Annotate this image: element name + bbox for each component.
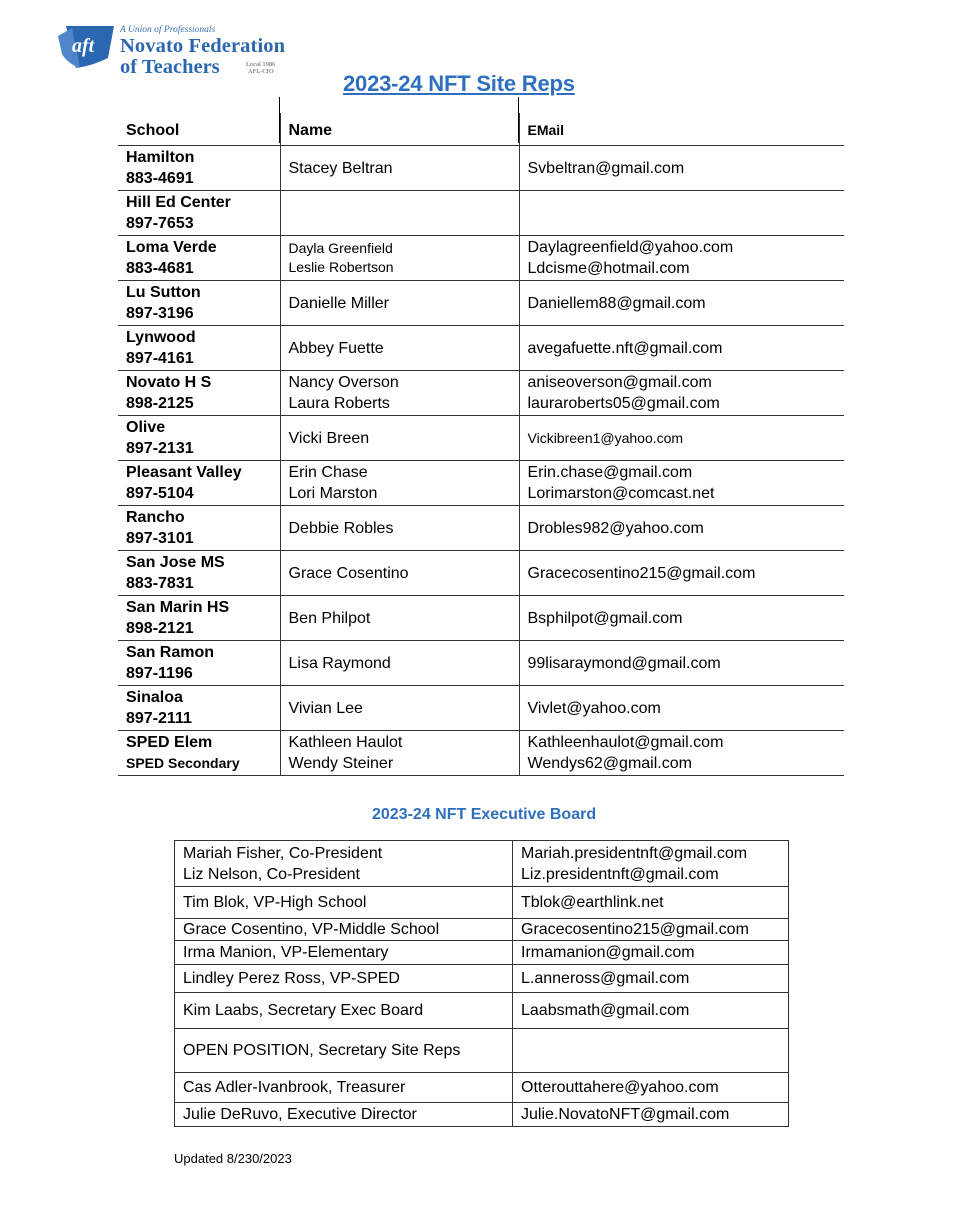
rep-email-cell [519,191,844,236]
rep-email-cell [519,596,844,641]
board-row [175,941,789,965]
board-email-cell [513,887,789,919]
table-row [118,281,844,326]
school-name: Olive [126,419,166,436]
logo-mark-text: aft [72,35,95,57]
logo-local-affiliation: AFL-CIO [247,68,274,75]
board-member: Irma Manion, VP-Elementary [183,944,389,961]
rep-name-cell [280,416,519,461]
site-reps-table [118,113,844,776]
rep-name: Dayla Greenfield [288,240,393,256]
table-row [118,236,844,281]
school-cell [118,236,280,281]
rep-name-cell [280,731,519,776]
rep-email: 99lisaraymond@gmail.com [527,654,721,672]
school-name: Novato H S [126,374,212,391]
rep-email: Erin.chase@gmail.com [527,464,693,481]
board-email-cell [513,965,789,993]
rep-name: Danielle Miller [288,294,389,312]
board-row [175,1073,789,1103]
rep-email-cell [519,326,844,371]
board-member: Mariah Fisher, Co-President [183,844,383,862]
rep-email: Drobles982@yahoo.com [527,519,704,537]
rep-email: avegafuette.nft@gmail.com [527,339,723,357]
column-header-name: Name [280,113,519,146]
board-email: Julie.NovatoNFT@gmail.com [521,1106,730,1123]
school-phone: 898-2125 [126,395,194,412]
board-email-cell [513,993,789,1029]
board-email: Tblok@earthlink.net [521,894,664,911]
school-cell [118,731,280,776]
table-row [118,731,844,776]
school-phone: 897-4161 [126,350,194,367]
table-row [118,326,844,371]
school-name: Lu Sutton [126,284,201,301]
school-phone: 897-2131 [126,440,194,457]
table-row [118,461,844,506]
rep-email: Lorimarston@comcast.net [527,485,715,502]
updated-date: Updated 8/230/2023 [174,1151,292,1166]
rep-name: Erin Chase [288,464,368,481]
board-email-cell [513,841,789,887]
school-cell [118,416,280,461]
rep-email: lauraroberts05@gmail.com [527,395,720,412]
board-email: L.anneross@gmail.com [521,970,690,987]
board-email-cell [513,941,789,965]
board-row [175,887,789,919]
board-row [175,841,789,887]
board-email-cell [513,1103,789,1127]
school-name: San Marin HS [126,599,230,616]
board-row [175,965,789,993]
column-header-email: EMail [519,113,844,146]
table-row [118,596,844,641]
board-member: Julie DeRuvo, Executive Director [183,1106,417,1123]
board-member-cell [175,941,513,965]
rep-name: Laura Roberts [288,395,390,412]
board-member: OPEN POSITION, Secretary Site Reps [183,1042,461,1059]
school-phone: 897-3101 [126,530,194,547]
board-row [175,993,789,1029]
school-cell [118,461,280,506]
rep-email-cell [519,641,844,686]
rep-email: Vickibreen1@yahoo.com [527,429,684,446]
rep-email: aniseoverson@gmail.com [527,374,712,391]
board-email: Mariah.presidentnft@gmail.com [521,844,748,862]
school-phone: 897-7653 [126,215,194,232]
rep-email-cell [519,416,844,461]
rep-name-cell [280,461,519,506]
school-name: Rancho [126,509,185,526]
table-row [118,506,844,551]
school-name: Hamilton [126,149,195,166]
rep-name-cell [280,371,519,416]
school-phone: 883-4691 [126,170,194,187]
school-phone: 883-4681 [126,260,194,277]
table-row [118,551,844,596]
rep-email-cell [519,461,844,506]
logo-name-line1: Novato Federation [120,35,286,57]
executive-board-table [174,840,789,1127]
rep-name: Grace Cosentino [288,564,409,582]
logo-local [246,61,275,75]
rep-email-cell [519,731,844,776]
table-row [118,641,844,686]
logo-name-line2: of Teachers [120,56,220,78]
board-member-cell [175,919,513,941]
logo-local-number: Local 1986 [246,61,276,68]
school-cell [118,641,280,686]
school-phone: 897-3196 [126,305,194,322]
table-row [118,416,844,461]
board-member-cell [175,1073,513,1103]
rep-name-cell [280,191,519,236]
rep-email: Daylagreenfield@yahoo.com [527,239,734,256]
rep-name: Lisa Raymond [288,654,391,672]
rep-email-cell [519,236,844,281]
rep-name-cell [280,326,519,371]
board-row [175,1103,789,1127]
board-member: Liz Nelson, Co-President [183,865,360,883]
board-email-cell [513,919,789,941]
rep-name-cell [280,596,519,641]
page-title: 2023-24 NFT Site Reps [343,71,575,96]
rep-email: Daniellem88@gmail.com [527,294,706,312]
board-email: Gracecosentino215@gmail.com [521,921,749,938]
rep-name: Ben Philpot [288,609,371,627]
board-member-cell [175,841,513,887]
board-member-cell [175,993,513,1029]
school-phone: 898-2121 [126,620,194,637]
rep-email-cell [519,281,844,326]
rep-email: Gracecosentino215@gmail.com [527,564,756,582]
rep-name: Kathleen Haulot [288,734,403,751]
rep-name-cell [280,551,519,596]
school-phone: 897-1196 [126,665,193,682]
board-row [175,1029,789,1073]
school-phone: 897-5104 [126,485,194,502]
logo-tagline: A Union of Professionals [120,25,216,35]
board-email: Irmamanion@gmail.com [521,944,695,961]
table-header-row [118,113,844,146]
school-cell [118,371,280,416]
school-cell [118,686,280,731]
school-name: Pleasant Valley [126,464,242,481]
column-header-school: School [118,113,280,146]
rep-email-cell [519,371,844,416]
table-row [118,371,844,416]
rep-email-cell [519,146,844,191]
rep-email-cell [519,551,844,596]
rep-email-cell [519,506,844,551]
school-name: Sinaloa [126,689,183,706]
rep-name: Vivian Lee [288,699,363,717]
board-row [175,919,789,941]
board-member-cell [175,887,513,919]
rep-email: Bsphilpot@gmail.com [527,609,683,627]
union-logo [58,22,318,80]
aft-shield-icon [58,24,116,70]
rep-name-cell [280,146,519,191]
rep-name: Nancy Overson [288,374,399,391]
board-member: Lindley Perez Ross, VP-SPED [183,970,400,987]
board-member: Grace Cosentino, VP-Middle School [183,921,440,938]
rep-name: Debbie Robles [288,519,394,537]
board-member: Cas Adler-Ivanbrook, Treasurer [183,1079,406,1096]
school-cell [118,596,280,641]
rep-name: Vicki Breen [288,429,370,447]
school-name: San Jose MS [126,554,225,571]
school-name: San Ramon [126,644,215,661]
school-phone: 897-2111 [126,710,192,727]
board-email-cell [513,1029,789,1073]
rep-name: Abbey Fuette [288,339,384,357]
school-name: Hill Ed Center [126,194,231,211]
board-email: Laabsmath@gmail.com [521,1002,690,1019]
school-cell [118,551,280,596]
board-email: Liz.presidentnft@gmail.com [521,865,719,883]
rep-name-cell [280,641,519,686]
school-cell [118,191,280,236]
school-cell [118,146,280,191]
rep-name-cell [280,281,519,326]
rep-name: Lori Marston [288,485,378,502]
board-member-cell [175,1103,513,1127]
board-email: Otterouttahere@yahoo.com [521,1079,719,1096]
board-member: Kim Laabs, Secretary Exec Board [183,1002,424,1019]
rep-name: Leslie Robertson [288,259,394,275]
rep-email: Vivlet@yahoo.com [527,699,661,717]
school-cell [118,281,280,326]
school-phone: SPED Secondary [126,755,240,771]
table-row [118,686,844,731]
rep-name-cell [280,236,519,281]
school-cell [118,506,280,551]
board-member: Tim Blok, VP-High School [183,894,367,911]
school-name: Lynwood [126,329,196,346]
school-phone: 883-7831 [126,575,194,592]
board-title: 2023-24 NFT Executive Board [372,806,597,823]
board-member-cell [175,1029,513,1073]
rep-email-cell [519,686,844,731]
rep-name-cell [280,506,519,551]
rep-email: Ldcisme@hotmail.com [527,260,690,277]
board-member-cell [175,965,513,993]
school-cell [118,326,280,371]
school-name: SPED Elem [126,734,213,751]
table-row [118,191,844,236]
rep-name-cell [280,686,519,731]
rep-name: Stacey Beltran [288,159,393,177]
table-row [118,146,844,191]
rep-email: Svbeltran@gmail.com [527,159,685,177]
board-email-cell [513,1073,789,1103]
rep-email: Wendys62@gmail.com [527,755,692,772]
rep-name: Wendy Steiner [288,755,394,772]
rep-email: Kathleenhaulot@gmail.com [527,734,724,751]
school-name: Loma Verde [126,239,217,256]
